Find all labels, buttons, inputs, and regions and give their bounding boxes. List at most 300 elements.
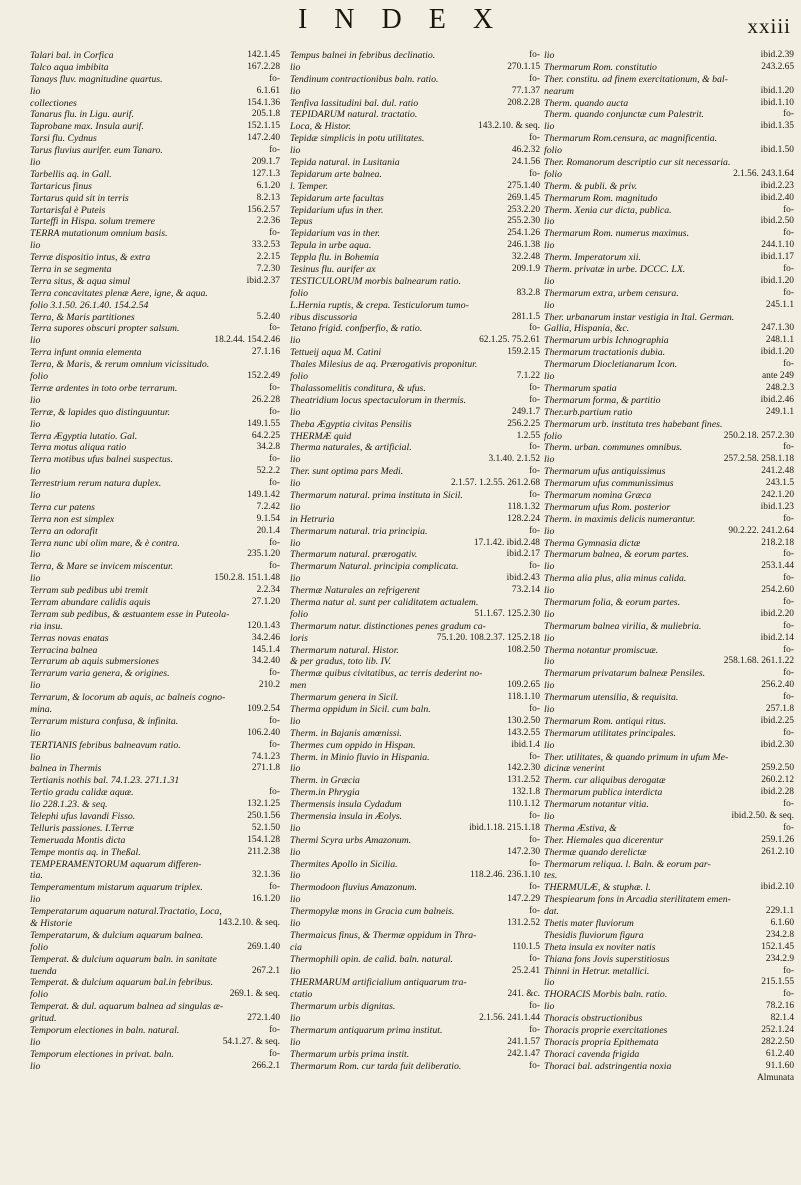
index-entry <box>544 526 794 538</box>
index-entry-reference: 250.1.56 <box>247 811 280 821</box>
index-entry-text: Temeruada Montis dicta <box>30 834 126 846</box>
index-entry-reference: ibid.1.20 <box>760 85 794 96</box>
index-entry-text: lio <box>544 585 555 597</box>
index-entry-reference: 2.1.56. 241.1.44 <box>479 1013 540 1024</box>
index-entry-reference: 61.2.40 <box>765 1048 794 1059</box>
index-entry-text: Thalassomelitis conditura, & ufus. <box>290 382 426 394</box>
index-entry <box>290 870 540 882</box>
index-entry-reference: 257.1.8 <box>765 703 794 714</box>
index-entry-reference: 118.2.46. 236.1.10 <box>470 870 540 881</box>
index-entry <box>544 121 794 133</box>
index-entry-text: lio <box>30 240 41 252</box>
index-entry-text: Tempe montis aq. in Theßal. <box>30 846 141 858</box>
index-entry <box>290 989 540 1001</box>
index-entry <box>30 276 280 288</box>
index-entry <box>544 335 794 347</box>
index-entry-reference: 243.2.65 <box>761 61 794 72</box>
index-entry-reference: 128.2.24 <box>507 513 540 524</box>
index-entry <box>544 942 794 954</box>
index-entry-text: Thermophili opin. de calid. baln. natural. <box>290 953 454 965</box>
index-entry <box>290 668 540 680</box>
index-entry <box>544 740 794 752</box>
index-entry-text: Teppla flu. in Bohemia <box>290 252 379 264</box>
index-entry <box>290 276 540 288</box>
index-entry-reference: fo- <box>529 1025 540 1036</box>
index-entry-reference: ibid.2.17 <box>506 549 540 560</box>
index-entry <box>30 549 280 561</box>
index-entry <box>290 335 540 347</box>
index-entry-text: lio <box>544 216 555 228</box>
index-entry-text: Terrarum mistura confusa, & infinita. <box>30 715 179 727</box>
index-entry <box>30 859 280 871</box>
index-column-right <box>544 50 794 1180</box>
index-entry-text: Thermopylæ mons in Gracia cum balneis. <box>290 906 455 918</box>
index-entry-reference: fo- <box>269 561 280 572</box>
index-entry-text: Thermarum extra, urbem censura. <box>544 287 679 299</box>
index-entry-reference: ibid.1.20 <box>760 275 794 286</box>
index-column-left <box>30 50 280 1180</box>
index-entry-text: Thermarum ufus Rom. posterior <box>544 501 671 513</box>
index-entry-reference: 131.2.52 <box>507 918 540 929</box>
index-entry-text: lio <box>30 394 41 406</box>
index-entry-text: Thermæ quibus civitatibus, ac terris dederint no- <box>290 668 483 680</box>
index-entry-text: ctatio <box>290 989 313 1001</box>
index-entry-reference: 34.2.46 <box>251 632 280 643</box>
index-entry-text: collectiones <box>30 97 77 109</box>
index-entry <box>544 1073 794 1085</box>
index-entry-text: lio <box>30 680 41 692</box>
index-entry <box>290 1049 540 1061</box>
index-entry <box>544 930 794 942</box>
index-entry <box>290 704 540 716</box>
index-entry-text: Terram sub pedibus, & æstuantem esse in Puteola- <box>30 608 230 620</box>
index-entry <box>544 157 794 169</box>
index-entry <box>544 300 794 312</box>
index-entry <box>290 264 540 276</box>
index-entry-text: Therm. cur aliquibus derogatæ <box>544 775 666 787</box>
index-entry <box>290 752 540 764</box>
index-entry <box>290 98 540 110</box>
index-entry <box>544 585 794 597</box>
index-entry <box>544 989 794 1001</box>
index-entry-text: Thoracis obstructionibus <box>544 1013 643 1025</box>
index-entry-reference: fo- <box>529 73 540 84</box>
index-entry-reference: 142.2.30 <box>507 763 540 774</box>
index-entry <box>290 847 540 859</box>
index-entry-reference: 25.2.41 <box>511 965 540 976</box>
index-entry-text: Therm.in Phrygia <box>290 787 360 799</box>
index-entry-text: Terra non est simplex <box>30 513 115 525</box>
index-entry <box>290 585 540 597</box>
index-entry <box>544 371 794 383</box>
index-entry-text: Therm. in Minio fluvio in Hispania. <box>290 751 430 763</box>
index-entry-text: Thermarum utilitates principales. <box>544 727 676 739</box>
index-entry-text: Terra concavitates plenæ Aere, igne, & aqua. <box>30 287 208 299</box>
index-entry-text: loris <box>290 632 308 644</box>
index-entry-reference: 131.2.52 <box>507 775 540 786</box>
index-entry-text: Thermarum Rom. cur tarda fuit deliberatio. <box>290 1060 462 1072</box>
index-entry <box>544 633 794 645</box>
index-entry <box>30 787 280 799</box>
index-entry-reference: fo- <box>529 906 540 917</box>
index-entry <box>290 442 540 454</box>
index-entry-reference: 257.2.58. 258.1.18 <box>723 454 794 465</box>
index-entry-reference: fo- <box>783 620 794 631</box>
index-entry <box>290 252 540 264</box>
index-entry-reference: 269.1.40 <box>247 941 280 952</box>
index-entry-text: Terræ ardentes in toto orbe terrarum. <box>30 382 178 394</box>
index-entry-reference: 267.2.1 <box>251 965 280 976</box>
index-entry-reference: ibid.2.39 <box>760 50 794 60</box>
index-entry <box>30 300 280 312</box>
index-entry-reference: 46.2.32 <box>511 145 540 156</box>
index-entry-text: Thermarum privatarum balneæ Pensiles. <box>544 668 706 680</box>
index-entry <box>544 288 794 300</box>
index-entry-reference: 3.1.40. 2.1.52 <box>488 454 540 465</box>
index-entry-reference: ibid.1.50 <box>760 145 794 156</box>
index-entry-text: THERMULÆ, & stuphæ. l. <box>544 882 651 894</box>
index-entry-text: Thermarum natural. tria principia. <box>290 525 428 537</box>
index-entry <box>30 1037 280 1049</box>
index-entry <box>290 811 540 823</box>
index-entry <box>544 787 794 799</box>
index-entry-reference: 282.2.50 <box>761 1036 794 1047</box>
index-entry-reference: 109.2.54 <box>247 703 280 714</box>
index-entry <box>30 323 280 335</box>
index-entry-text: TERTIANIS febribus balneavum ratio. <box>30 739 181 751</box>
index-entry <box>544 799 794 811</box>
index-entry <box>30 668 280 680</box>
index-entry-text: Therma oppidum in Sicil. cum baln. <box>290 703 431 715</box>
index-entry <box>544 954 794 966</box>
index-entry <box>290 86 540 98</box>
index-entry <box>544 490 794 502</box>
index-entry-reference: ibid.2.20 <box>760 608 794 619</box>
index-entry-text: Terrarum varia genera, & origines. <box>30 668 170 680</box>
index-entry <box>30 335 280 347</box>
index-entry-reference: 143.2.10. & seq. <box>218 918 280 929</box>
index-entry-reference: fo- <box>529 751 540 762</box>
index-entry <box>290 62 540 74</box>
index-entry-text: ribus discussoria <box>290 311 358 323</box>
index-entry-text: Thermæ quando derelictæ <box>544 846 647 858</box>
index-entry-text: Temperatarum aquarum natural.Tractatio, Loca, <box>30 906 222 918</box>
index-entry-text: lio <box>544 525 555 537</box>
index-entry-text: lio <box>544 632 555 644</box>
index-entry <box>30 157 280 169</box>
index-entry <box>544 609 794 621</box>
index-entry <box>544 1061 794 1073</box>
index-entry <box>30 395 280 407</box>
index-entry <box>30 264 280 276</box>
index-entry <box>544 431 794 443</box>
index-entry-text: nearum <box>544 85 574 97</box>
index-entry-text: Thermarum urb. instituta tres habebant fines. <box>544 418 723 430</box>
index-entry-text: lio <box>290 918 301 930</box>
index-entry-reference: 241. &c. <box>507 989 540 1000</box>
index-entry-reference: ibid.2.50 <box>760 216 794 227</box>
index-entry-reference: 16.1.20 <box>251 894 280 905</box>
index-entry-text: Therma alia plus, alia minus calida. <box>544 573 687 585</box>
index-entry-reference: 78.2.16 <box>765 1001 794 1012</box>
index-entry <box>30 442 280 454</box>
index-entry-text: Telluris passiones. I.Terræ <box>30 822 134 834</box>
index-entry <box>30 359 280 371</box>
index-entry-text: TEPIDARUM natural. tractatio. <box>290 109 418 121</box>
index-entry <box>290 787 540 799</box>
index-entry-reference: 17.1.42. ibid.2.48 <box>473 537 540 548</box>
index-entry-reference: fo- <box>529 466 540 477</box>
index-entry-text: lio <box>544 561 555 573</box>
index-entry <box>290 680 540 692</box>
index-entry-text: Tepida natural. in Lusitania <box>290 157 400 169</box>
index-entry-text: Therma natur al. sunt per caliditatem actualem. <box>290 596 479 608</box>
index-entry-text: Thermarum Natural. principia complicata. <box>290 561 459 573</box>
index-entry-reference: 7.2.42 <box>256 501 280 512</box>
index-entry-reference: fo- <box>269 73 280 84</box>
index-entry-text: lio <box>30 335 41 347</box>
index-entry-text: Thermarum balnea virilia, & muliebria. <box>544 620 702 632</box>
index-entry-reference: 147.2.40 <box>247 133 280 144</box>
index-entry-reference: 118.1.10 <box>507 692 540 703</box>
index-entry-text: lio <box>290 846 301 858</box>
index-entry <box>290 609 540 621</box>
index-entry-text: Thermarum Rom.censura, ac magnificentia. <box>544 133 718 145</box>
index-entry-text: folio <box>544 168 562 180</box>
index-entry <box>290 157 540 169</box>
index-entry-reference: fo- <box>529 561 540 572</box>
index-entry <box>290 799 540 811</box>
index-entry-reference: fo- <box>783 549 794 560</box>
index-entry-text: Terrarum, & locorum ab aquis, ac balneis cogno- <box>30 692 226 704</box>
index-entry-reference: 256.2.40 <box>761 680 794 691</box>
index-entry <box>290 145 540 157</box>
index-entry <box>30 763 280 775</box>
index-entry <box>544 573 794 585</box>
index-entry-text: Thoracis proprie exercitationes <box>544 1025 668 1037</box>
index-entry-text: in Hetruria <box>290 513 335 525</box>
index-entry-reference: 269.1. & seq. <box>229 989 280 1000</box>
index-entry-text: Thermarum natural. prærogativ. <box>290 549 418 561</box>
index-entry-text: Terram abundare calidis aquis <box>30 596 151 608</box>
index-entry <box>30 954 280 966</box>
index-entry-text: Thermarum Rom. numerus maximus. <box>544 228 690 240</box>
index-entry <box>30 109 280 121</box>
index-entry-reference: 75.1.20. 108.2.37. 125.2.18 <box>436 632 540 643</box>
index-entry-reference: 7.1.22 <box>516 371 540 382</box>
index-entry-text: Tepus <box>290 216 313 228</box>
index-entry-reference: fo- <box>783 228 794 239</box>
index-entry-text: Thermarum tractationis dubia. <box>544 347 666 359</box>
index-entry <box>30 870 280 882</box>
index-entry <box>30 169 280 181</box>
index-entry-reference: fo- <box>529 858 540 869</box>
index-entry-text: Tepidæ simplicis in potu utilitates. <box>290 133 425 145</box>
index-entry-reference: 130.2.50 <box>507 715 540 726</box>
index-entry-text: lio <box>544 275 555 287</box>
index-entry <box>544 561 794 573</box>
index-entry-reference: fo- <box>783 799 794 810</box>
index-entry-reference: 261.2.10 <box>761 846 794 857</box>
index-entry <box>544 276 794 288</box>
index-entry <box>290 216 540 228</box>
index-entry <box>290 1013 540 1025</box>
index-entry-text: lio <box>30 727 41 739</box>
index-entry-reference: fo- <box>783 442 794 453</box>
index-entry <box>544 478 794 490</box>
index-entry-text: Thermarum urbis Ichnographia <box>544 335 669 347</box>
index-entry <box>30 811 280 823</box>
index-entry-text: Terra an odorafit <box>30 525 98 537</box>
index-entry-reference: 110.1.12 <box>507 799 540 810</box>
index-entry <box>544 763 794 775</box>
index-entry <box>30 1001 280 1013</box>
index-entry-text: lio <box>290 1013 301 1025</box>
index-entry-text: Therm. in Græcia <box>290 775 360 787</box>
index-entry-text: Thoraci cavenda frigida <box>544 1048 640 1060</box>
index-entry-reference: 77.1.37 <box>511 85 540 96</box>
index-entry <box>544 859 794 871</box>
index-entry-reference: fo- <box>529 442 540 453</box>
index-entry-text: Tenfiva lassitudini bal. dul. ratio <box>290 97 419 109</box>
index-entry-text: Tepidarum arte balnea. <box>290 168 382 180</box>
index-entry-reference: fo- <box>783 644 794 655</box>
index-entry-reference: fo- <box>269 478 280 489</box>
index-entry-text: Therm. Imperatorum xii. <box>544 252 641 264</box>
index-entry-reference: fo- <box>529 394 540 405</box>
index-entry-text: Tarbellis aq. in Gall. <box>30 168 112 180</box>
index-entry <box>290 395 540 407</box>
index-entry-reference: fo- <box>269 1025 280 1036</box>
index-entry-reference: 24.1.56 <box>511 157 540 168</box>
index-entry <box>290 656 540 668</box>
index-entry-reference: fo- <box>529 133 540 144</box>
index-entry-text: Terra Ægyptia lutatio. Gal. <box>30 430 138 442</box>
index-entry <box>30 240 280 252</box>
index-entry-text: Thermites Apollo in Sicilia. <box>290 858 398 870</box>
index-entry <box>544 704 794 716</box>
index-entry-text: Tartaricus finus <box>30 180 92 192</box>
index-entry-reference: ibid.2.14 <box>760 632 794 643</box>
index-entry-reference: 159.2.15 <box>507 347 540 358</box>
index-entry-text: Thales Milesius de aq. Prærogativis proponitur. <box>290 359 478 371</box>
index-entry <box>544 169 794 181</box>
index-entry-text: lio <box>290 870 301 882</box>
index-entry-text: Therm. quando conjunctæ cum Palestrit. <box>544 109 705 121</box>
index-entry <box>290 526 540 538</box>
index-entry <box>30 205 280 217</box>
index-entry-reference: 245.1.1 <box>765 299 794 310</box>
index-entry <box>30 538 280 550</box>
index-entry <box>30 847 280 859</box>
index-entry <box>544 240 794 252</box>
index-entry <box>30 478 280 490</box>
index-entry-reference: 253.2.20 <box>507 204 540 215</box>
index-entry-reference: 234.2.8 <box>765 929 794 940</box>
index-entry-text: & Historie <box>30 918 73 930</box>
index-entry-reference: fo- <box>529 50 540 60</box>
index-entry-reference: 32.2.48 <box>511 252 540 263</box>
index-entry-text: gritud. <box>30 1013 57 1025</box>
index-entry-reference: fo- <box>269 668 280 679</box>
index-entry <box>30 1049 280 1061</box>
index-entry <box>290 597 540 609</box>
index-entry-text: folio <box>544 430 562 442</box>
index-entry <box>290 478 540 490</box>
index-entry-reference: fo- <box>529 1060 540 1071</box>
index-entry-reference: 243.1.5 <box>765 478 794 489</box>
index-entry-reference: 149.1.42 <box>247 489 280 500</box>
index-entry-text: THERMÆ quid <box>290 430 352 442</box>
index-entry-reference: fo- <box>269 882 280 893</box>
index-entry <box>544 1025 794 1037</box>
index-entry <box>30 633 280 645</box>
index-entry-text: TEMPERAMENTORUM aquarum differen- <box>30 858 202 870</box>
index-entry-text: Thermarum genera in Sicil. <box>290 692 399 704</box>
index-entry-text: lio <box>30 573 41 585</box>
index-entry <box>544 86 794 98</box>
index-entry <box>30 621 280 633</box>
index-entry-text: Thermarum urbis prima instit. <box>290 1048 410 1060</box>
index-entry <box>290 763 540 775</box>
index-entry <box>544 680 794 692</box>
index-entry-text: lio <box>30 418 41 430</box>
index-entry-reference: 145.1.4 <box>251 644 280 655</box>
index-entry-reference: fo- <box>269 715 280 726</box>
index-entry-reference: 215.1.55 <box>761 977 794 988</box>
index-entry-text: lio <box>30 549 41 561</box>
index-entry-reference: 34.2.40 <box>251 656 280 667</box>
index-entry <box>544 407 794 419</box>
page-header <box>0 0 801 40</box>
index-entry <box>30 823 280 835</box>
index-entry-text: Thermarum Rom. constitutio <box>544 61 657 73</box>
index-entry-reference: 254.2.60 <box>761 585 794 596</box>
index-entry <box>544 811 794 823</box>
index-entry <box>290 859 540 871</box>
index-entry-text: Terra motibus ufus balnei suspectus. <box>30 454 174 466</box>
index-entry-text: Therm. in Bajanis amœnissi. <box>290 727 402 739</box>
index-entry-text: Therm. urban. communes omnibus. <box>544 442 683 454</box>
index-entry-text: lio <box>290 61 301 73</box>
index-entry <box>30 1061 280 1073</box>
index-entry-reference: fo- <box>783 692 794 703</box>
index-entry <box>290 894 540 906</box>
index-entry-reference: fo- <box>269 739 280 750</box>
index-entry-text: lio <box>290 145 301 157</box>
index-entry <box>290 1037 540 1049</box>
index-entry-text: Thermes cum oppido in Hispan. <box>290 739 416 751</box>
index-entry <box>544 621 794 633</box>
index-entry <box>290 74 540 86</box>
index-entry-reference: 149.1.55 <box>247 418 280 429</box>
index-entry-text: Thermodoon fluvius Amazonum. <box>290 882 417 894</box>
index-entry-text: dat. <box>544 906 559 918</box>
index-entry-text: lio <box>544 454 555 466</box>
index-entry <box>544 216 794 228</box>
index-entry-reference: 269.1.45 <box>507 192 540 203</box>
index-entry <box>544 109 794 121</box>
index-entry-reference: 52.1.50 <box>251 822 280 833</box>
index-entry-text: ria insu. <box>30 620 63 632</box>
index-entry-text: Thermi Scyra urbs Amazonum. <box>290 834 412 846</box>
index-entry-reference: fo- <box>783 668 794 679</box>
index-entry <box>290 728 540 740</box>
index-entry <box>30 181 280 193</box>
index-entry-text: lio <box>30 751 41 763</box>
index-entry-reference: fo- <box>529 703 540 714</box>
index-entry <box>30 454 280 466</box>
